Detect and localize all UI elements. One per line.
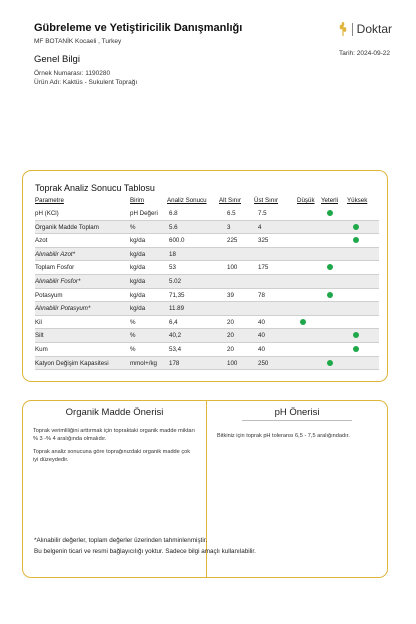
- footnote-disclaimer: Bu belgenin ticari ve resmi bağlayıcılığı yoktur. Sadece bilgi amaçlı kullanılabilir.: [34, 548, 256, 555]
- row-parameter: Silt: [35, 332, 44, 340]
- row-unit: kg/da: [130, 277, 146, 285]
- company-title: Gübreleme ve Yetiştiricilik Danışmanlığı: [34, 22, 243, 34]
- status-dot-high: [353, 237, 359, 243]
- col-low: Düşük: [297, 197, 315, 204]
- col-adequate: Yeterli: [321, 197, 338, 204]
- table-row: [35, 207, 379, 221]
- row-min: 39: [227, 291, 234, 299]
- row-unit: %: [130, 223, 136, 231]
- row-max: 40: [258, 332, 265, 340]
- ph-text: Bitkiniz için toprak pH toleransı 6,5 - 7,5 aralığındadır.: [217, 433, 350, 439]
- row-parameter: Potasyum: [35, 291, 63, 299]
- row-result: 6,4: [169, 318, 178, 326]
- row-max: 250: [258, 359, 269, 367]
- row-max: 7.5: [258, 210, 267, 217]
- table-row: [35, 289, 379, 303]
- row-result: 18: [169, 250, 176, 258]
- row-parameter: pH (KCl): [35, 210, 59, 217]
- ph-title: pH Önerisi: [207, 407, 387, 421]
- row-unit: %: [130, 345, 136, 353]
- status-dot-adequate: [327, 360, 333, 366]
- status-dot-adequate: [327, 292, 333, 298]
- row-min: 3: [227, 223, 231, 231]
- general-info: [34, 54, 137, 87]
- footnote-estimate: *Alınabilir değerler, toplam değerler üzerinden tahminlenmiştir.: [34, 537, 208, 544]
- row-parameter: Azot: [35, 237, 48, 245]
- status-dot-high: [353, 224, 359, 230]
- col-max: Üst Sınır: [254, 197, 279, 204]
- organic-text-1: Toprak verimliliğini arttırmak için topraktaki organik madde miktarı % 3 -% 4 aralığında olmalıdır.: [33, 428, 195, 442]
- table-header: [35, 197, 379, 207]
- row-min: 20: [227, 318, 234, 326]
- status-dot-adequate: [327, 264, 333, 270]
- row-unit: kg/da: [130, 264, 146, 272]
- row-min: 225: [227, 237, 238, 245]
- row-parameter: Katyon Değişim Kapasitesi: [35, 359, 109, 367]
- row-result: 11.89: [169, 305, 185, 313]
- row-unit: %: [130, 332, 136, 340]
- row-result: 5.02: [169, 277, 182, 285]
- organic-text-2: Toprak analiz sonucuna göre toprağınızdaki organik madde çok iyi düzeydedir.: [33, 449, 191, 463]
- soil-analysis-table: [22, 170, 388, 382]
- row-max: 325: [258, 237, 269, 245]
- col-unit: Birim: [130, 197, 145, 204]
- col-min: Alt Sınır: [219, 197, 242, 204]
- row-unit: kg/da: [130, 250, 146, 258]
- row-result: 53: [169, 264, 176, 272]
- status-dot-adequate: [327, 210, 333, 216]
- row-parameter: Alınabilir Potasyum*: [35, 305, 91, 313]
- row-min: 20: [227, 332, 234, 340]
- footnotes: [34, 535, 256, 557]
- row-result: 600.0: [169, 237, 185, 245]
- row-result: 53,4: [169, 345, 182, 353]
- row-unit: pH Değeri: [130, 210, 158, 217]
- row-unit: kg/da: [130, 305, 146, 313]
- row-parameter: Alınabilir Fosfor*: [35, 277, 81, 285]
- row-result: 178: [169, 359, 180, 367]
- row-parameter: Kum: [35, 345, 48, 353]
- row-parameter: Alınabilir Azot*: [35, 250, 76, 258]
- report-header: [34, 22, 384, 45]
- table-row: [35, 248, 379, 262]
- row-unit: kg/da: [130, 291, 146, 299]
- status-dot-high: [353, 346, 359, 352]
- row-parameter: Organik Madde Toplam: [35, 223, 99, 231]
- col-high: Yüksek: [347, 197, 368, 204]
- logo-text: Doktar: [352, 23, 392, 36]
- sample-number: Örnek Numarası: 1190280: [34, 70, 111, 77]
- col-parameter: Parametre: [35, 197, 64, 204]
- row-result: 40,2: [169, 332, 182, 340]
- table-row: [35, 234, 379, 248]
- table-row: [35, 261, 379, 275]
- row-max: 40: [258, 345, 265, 353]
- table-row: [35, 357, 379, 371]
- row-min: 6.5: [227, 210, 236, 217]
- row-max: 175: [258, 264, 269, 272]
- row-unit: kg/da: [130, 237, 146, 245]
- wheat-icon: [338, 22, 348, 36]
- row-max: 40: [258, 318, 265, 326]
- table-row: [35, 316, 379, 330]
- row-result: 6.8: [169, 210, 178, 217]
- row-result: 71,35: [169, 291, 185, 299]
- row-max: 78: [258, 291, 265, 299]
- report-date: Tarih: 2024-09-22: [339, 50, 390, 57]
- row-unit: %: [130, 318, 136, 326]
- col-result: Analiz Sonucu: [167, 197, 207, 204]
- row-result: 5.6: [169, 223, 178, 231]
- row-min: 100: [227, 359, 238, 367]
- general-info-title: Genel Bilgi: [34, 54, 80, 65]
- table-row: [35, 302, 379, 316]
- table-title: Toprak Analiz Sonucu Tablosu: [35, 183, 155, 193]
- organic-title: Organik Madde Önerisi: [65, 407, 164, 418]
- doktar-logo: [338, 22, 392, 36]
- table-row: [35, 343, 379, 357]
- row-min: 20: [227, 345, 234, 353]
- table-row: [35, 329, 379, 343]
- status-dot-low: [300, 319, 306, 325]
- row-max: 4: [258, 223, 262, 231]
- table-body: [35, 207, 379, 370]
- product-name: Ürün Adı: Kaktüs - Sukulent Toprağı: [34, 79, 138, 86]
- status-dot-high: [353, 332, 359, 338]
- company-location: MF BOTANİK Kocaeli , Turkey: [34, 38, 122, 45]
- table-row: [35, 275, 379, 289]
- row-min: 100: [227, 264, 238, 272]
- row-parameter: Kil: [35, 318, 42, 326]
- row-parameter: Toplam Fosfor: [35, 264, 75, 272]
- row-unit: mmol+/kg: [130, 359, 157, 367]
- table-row: [35, 221, 379, 235]
